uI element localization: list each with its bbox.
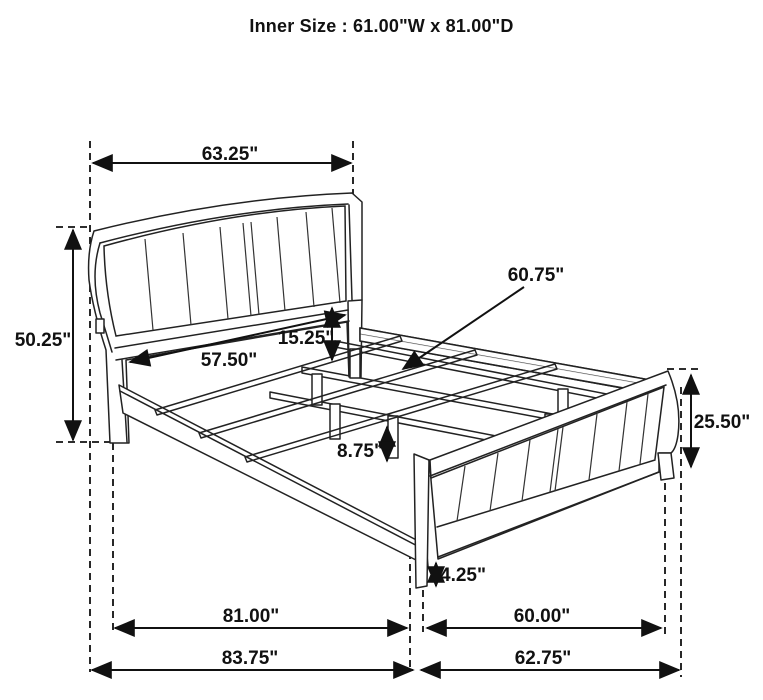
dim-label-rail-inner-length: 81.00" — [222, 606, 280, 627]
dim-headboard-width — [93, 144, 351, 165]
dim-footboard-height — [691, 375, 750, 467]
rail-hook-tab — [96, 319, 104, 333]
dim-overall-length — [92, 648, 413, 670]
dim-label-footboard-height: 25.50" — [693, 412, 751, 433]
dim-footboard-inner-width — [427, 606, 661, 628]
dim-label-overall-length: 83.75" — [221, 648, 279, 669]
support-leg — [350, 349, 360, 378]
support-leg — [312, 374, 322, 405]
bed-drawing — [89, 193, 679, 588]
dim-footboard-leg-height — [436, 563, 486, 586]
dim-label-headboard-rail-height: 15.25" — [277, 328, 335, 349]
diagram-title: Inner Size : 61.00"W x 81.00"D — [249, 16, 514, 36]
dim-label-footboard-leg-height: 4.25" — [440, 565, 486, 586]
dim-headboard-height — [15, 230, 73, 440]
dim-label-footboard-inner-width: 60.00" — [513, 606, 571, 627]
dim-footboard-overall-width — [421, 648, 679, 670]
near-side-rail-top-face-line — [120, 391, 427, 551]
dim-label-slat-length: 60.75" — [507, 265, 565, 286]
dim-label-footboard-overall-width: 62.75" — [514, 648, 572, 669]
footboard-near-leg — [414, 454, 429, 588]
support-leg-measured — [388, 416, 398, 458]
dim-label-headboard-width: 63.25" — [201, 144, 259, 165]
dim-label-slat-leg-height: 8.75" — [337, 441, 383, 462]
dim-label-headboard-height: 50.25" — [14, 330, 72, 351]
support-leg — [330, 404, 340, 439]
footboard-far-foot — [658, 453, 674, 480]
dim-label-headboard-inner-width: 57.50" — [200, 350, 258, 371]
footboard — [414, 371, 679, 588]
footboard-silhouette — [430, 371, 679, 559]
dim-rail-inner-length — [115, 606, 407, 628]
